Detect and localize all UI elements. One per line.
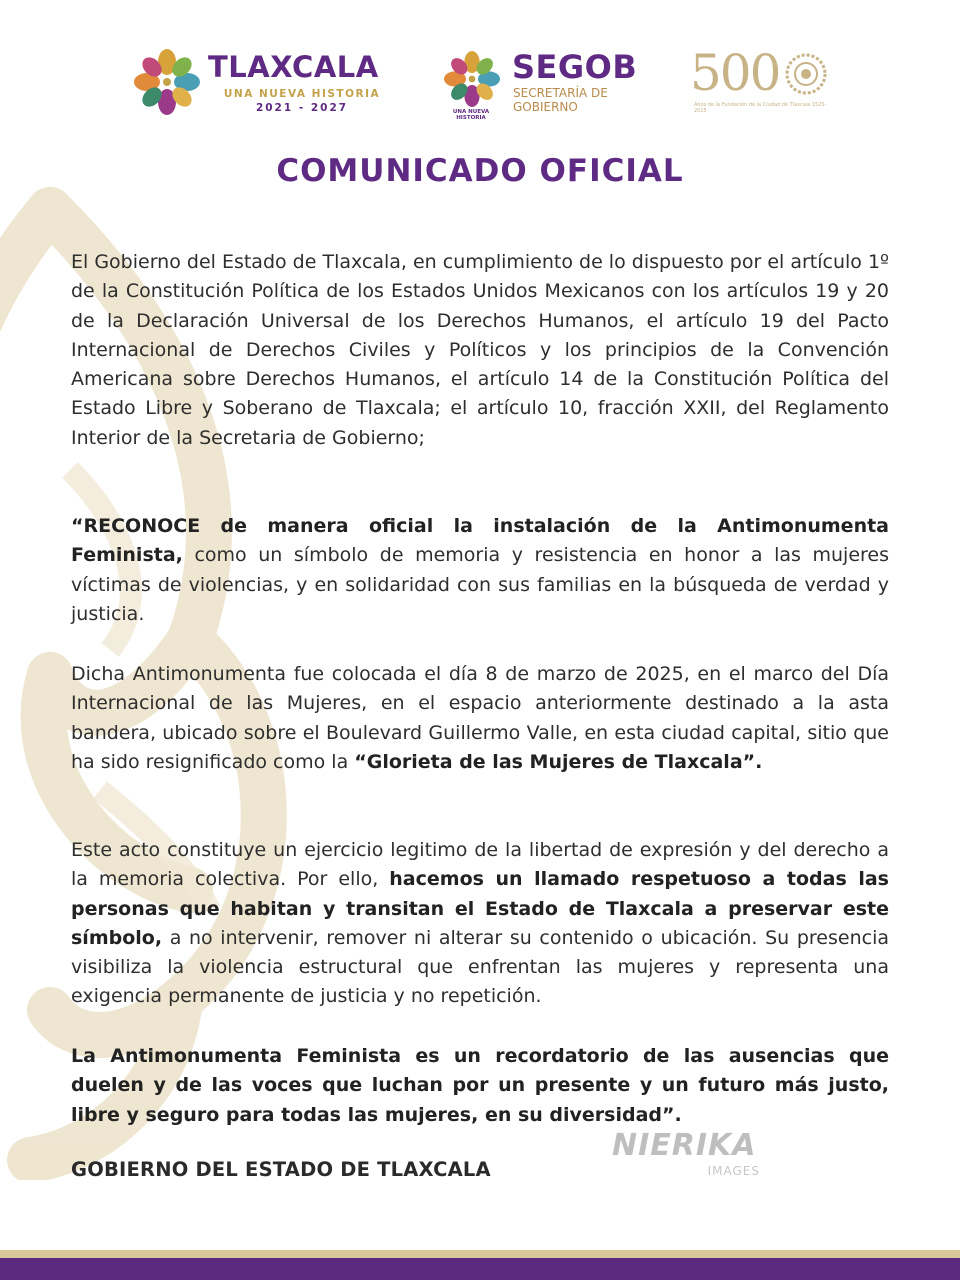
closing-bold-text: La Antimonumenta Feminista es un recordatorio de las ausencias que duelen y de las voces que luchan por un presente y un futuro más justo, libre y seguro para todas las mujeres, en su diversidad”. [71,1045,889,1126]
signature: GOBIERNO DEL ESTADO DE TLAXCALA [71,1158,491,1181]
tlaxcala-years: 2021 - 2027 [255,102,349,114]
segob-subtitle-line1: SECRETARÍA DE [513,86,608,100]
nierika-watermark-name: NIERIKA [612,1128,757,1163]
nierika-watermark-sub: IMAGES [707,1164,760,1178]
segob-tagline: UNA NUEVA HISTORIA [452,109,490,121]
segob-name: SEGOB [512,48,638,86]
segob-subtitle [513,86,623,114]
nierika-watermark [612,1128,762,1184]
segob-logo [438,40,658,130]
installation-text: Dicha Antimonumenta fue colocada el día 8 de marzo de 2025, en el marco del Día Internacional de las Mujeres, en el espacio anteriormente destinado a la asta bandera, ubicado sobre el Boulevard Guillermo Valle, en esta ciudad capital, sitio que ha sido resignificado como la [71,663,889,773]
anniversary-number: 500 [690,44,780,102]
anniversary-caption: Años de la Fundación de la Ciudad de Tlaxcala 1525-2025 [694,102,827,114]
paragraph-installation [71,660,889,777]
recognition-bold-text: “RECONOCE de manera oficial la instalación de la Antimonumenta Feminista, [71,515,889,567]
preserve-text-end: a no intervenir, remover ni alterar su contenido o ubicación. Su presencia visibiliza la violencia estructural que enfrentan las mujeres y representa una exigencia permanente de justicia y no repetición. [71,926,889,1008]
segob-subtitle-line2: GOBIERNO [513,100,578,114]
paragraph-call-to-preserve [71,836,889,1012]
preserve-text-start: Este acto constituye un ejercicio legitimo de la libertad de expresión y del derecho a la memoria colectiva. Por ello, [71,839,889,891]
segob-flower-icon [444,50,500,108]
preserve-bold-text: hacemos un llamado respetuoso a todas las personas que habitan y transitan el Estado de Tlaxcala a preservar este símbolo, [71,868,889,949]
anniversary-500-logo [690,40,840,130]
recognition-text: como un símbolo de memoria y resistencia en honor a las mujeres víctimas de violencias, y en solidaridad con sus familias en la búsqueda de verdad y justicia. [71,544,889,625]
header-logos [0,40,960,130]
footer-purple-band [0,1258,960,1280]
glorieta-bold-text: “Glorieta de las Mujeres de Tlaxcala”. [354,750,763,773]
tlaxcala-flower-icon [134,48,200,116]
tlaxcala-logo [130,40,400,130]
footer-gold-band [0,1250,960,1258]
page-title: COMUNICADO OFICIAL [276,153,684,189]
paragraph-recognition [71,512,889,629]
paragraph-closing [71,1042,889,1130]
tlaxcala-name: TLAXCALA [208,50,379,84]
paragraph-legal-basis: El Gobierno del Estado de Tlaxcala, en cumplimiento de lo dispuesto por el artículo 1º de la Constitución Política de los Estados Unidos Mexicanos con los artículos 19 y 20 de la Declaración Universal de los Derechos Humanos, el artículo 19 del Pacto Internacional de Derechos Civiles y Políticos y los principios de la Convención Americana sobre Derechos Humanos, el artículo 14 de la Constitución Política del Estado Libre y Soberano de Tlaxcala; el artículo 10, fracción XXII, del Reglamento Interior de la Secretaria de Gobierno; [71,251,889,449]
tlaxcala-tagline: UNA NUEVA HISTORIA [223,88,381,100]
sun-emblem-icon [784,52,828,96]
